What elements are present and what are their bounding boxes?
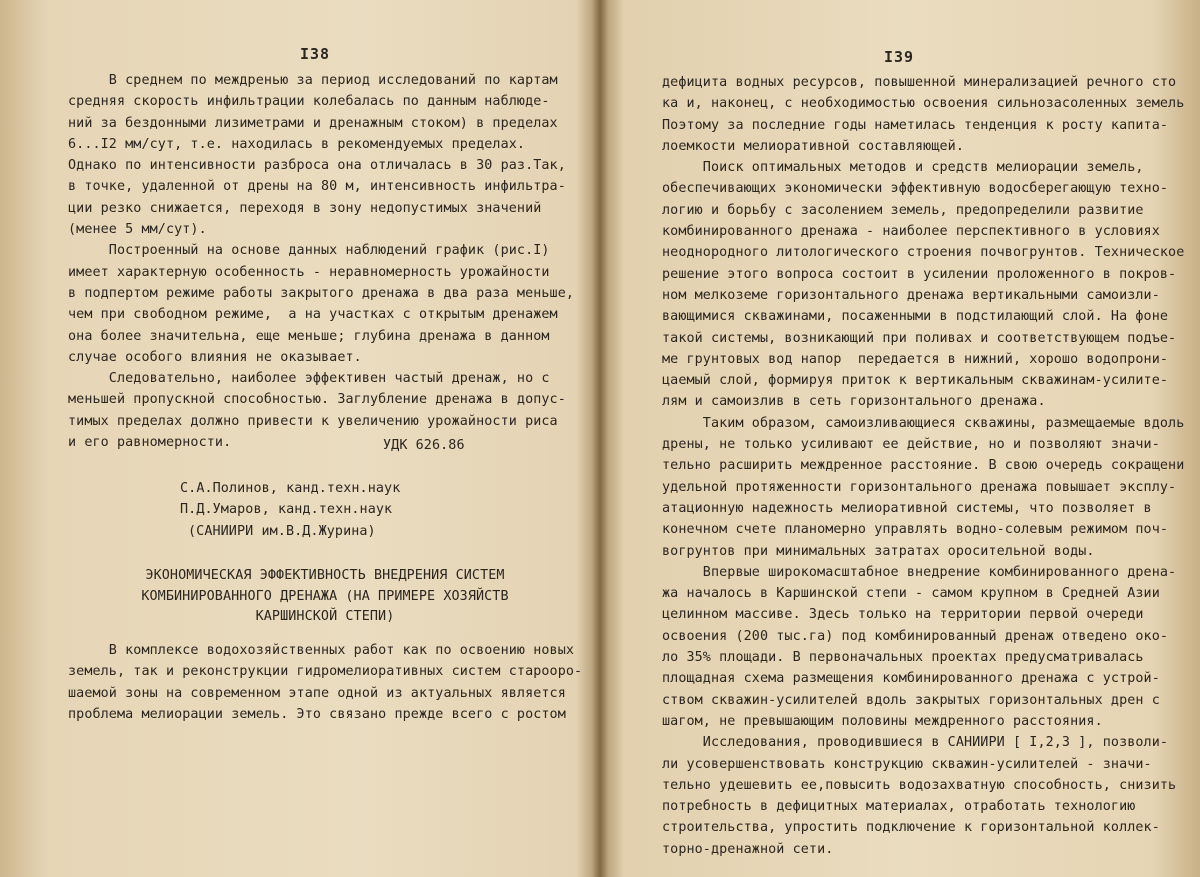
- article-title: [105, 566, 545, 628]
- authors: С.А.Полинов, канд.техн.наук П.Д.Умаров, канд.техн.наук: [180, 481, 401, 517]
- right-paragraph: дефицита водных ресурсов, повышенной минерализацией речного сто ка и, наконец, с необходимостью освоения сильнозасоленных земель Поэтому за последние годы наметилась тенденция к росту капита- лоемкости мелиоративной составляющей. Поиск оптимальных методов и средств мелиорации земель, обеспечивающих экономически эффективную водосберегающую техно- логию и борьбу с засолением земель, предопределили развитие комбинированного дренажа - наиболее перспективного в условиях неоднородного литологического строения почвогрунтов. Техническое решение этого вопроса состоит в усилении проложенного в покров- ном мелкоземе горизонтального дренажа вертикальными самоизли- вающимися скважинами, посаженными в подстилающий слой. На фоне такой системы, возникающий при поливах и соответствующем подъе- ме грунтовых вод напор передается в нижний, хорошо водопрони- цаемый слой, формируя приток к вертикальным скважинам-усилите- лям и самоизлив в сеть горизонтального дренажа. Таким образом, самоизливающиеся скважины, размещаемые вдоль дрены, не только усиливают ее действие, но и позволяют значи- тельно расширить междренное расстояние. В свою очередь сокращени удельной протяженности горизонтального дренажа повышает эксплу- атационную надежность мелиоративной системы, что позволяет в конечном счете планомерно управлять водно-солевым режимом поч- вогрунтов при минимальных затратах оросительной воды. Впервые широкомасштабное внедрение комбинированного дрена- жа началось в Каршинской степи - самом крупном в Средней Азии целинном массиве. Здесь только на территории первой очереди освоения (200 тыс.га) под комбинированный дренаж отведено око- ло 35% площади. В первоначальных проектах предусматривалась площадная схема размещения комбинированного дренажа с устрой- ством скважин-усилителей вдоль закрытых горизонтальных дрен с шагом, не превышающим половины междренного расстояния. Исследования, проводившиеся в САНИИРИ [ I,2,3 ], позволи- ли усовершенствовать конструкцию скважин-усилителей - значи- тельно удешевить ее,повысить водозахватную способность, снизить потребность в дефицитных материалах, отработать технологию строительства, упростить подключение к горизонтальной коллек- торно-дренажной сети.: [662, 75, 1185, 857]
- left-paragraph-1: В среднем по междренью за период исследований по картам средняя скорость инфильтрации колебалась по данным наблюде- ний за бездонными лизиметрами и дренажным стоком) в пределах 6...I2 мм/сут, т.е. находилась в рекомендуемых пределах. Однако по интенсивности разброса она отличалась в 30 раз.Так, в точке, удаленной от дрены на 80 м, интенсивность инфильтра- ции резко снижается, переходя в зону недопустимых значений (менее 5 мм/сут). Построенный на основе данных наблюдений график (рис.I) имеет характерную особенность - неравномерность урожайности в подпертом режиме работы закрытого дренажа в два раза меньше, чем при свободном режиме, а на участках с открытым дренажем она более значительна, еще меньше; глубина дренажа в данном случае особого влияния не оказывает. Следовательно, наиболее эффективен частый дренаж, но с меньшей пропускной способностью. Заглубление дренажа в допус- тимых пределах должно привести к увеличению урожайности риса и его равномерности.: [68, 73, 575, 451]
- left-page-number: I38: [300, 45, 331, 63]
- right-page-number: I39: [884, 48, 915, 66]
- right-page: [602, 0, 1200, 877]
- article-title-line: КАРШИНСКОЙ СТЕПИ): [255, 609, 395, 624]
- affiliation: (САНИИРИ им.В.Д.Журина): [188, 524, 376, 539]
- article-title-line: ЭКОНОМИЧЕСКАЯ ЭФФЕКТИВНОСТЬ ВНЕДРЕНИЯ СИСТЕМ: [145, 568, 505, 583]
- article-title-line: КОМБИНИРОВАННОГО ДРЕНАЖА (НА ПРИМЕРЕ ХОЗЯЙСТВ: [141, 588, 509, 604]
- left-paragraph-2: В комплексе водохозяйственных работ как по освоению новых земель, так и реконструкции гидромелиоративных систем староoро- шаемой зоны на современном этапе одной из актуальных является проблема мелиорации земель. Это связано прежде всего с ростом: [68, 643, 583, 722]
- left-page: [0, 0, 598, 877]
- udc-code: УДК 626.86: [383, 438, 465, 453]
